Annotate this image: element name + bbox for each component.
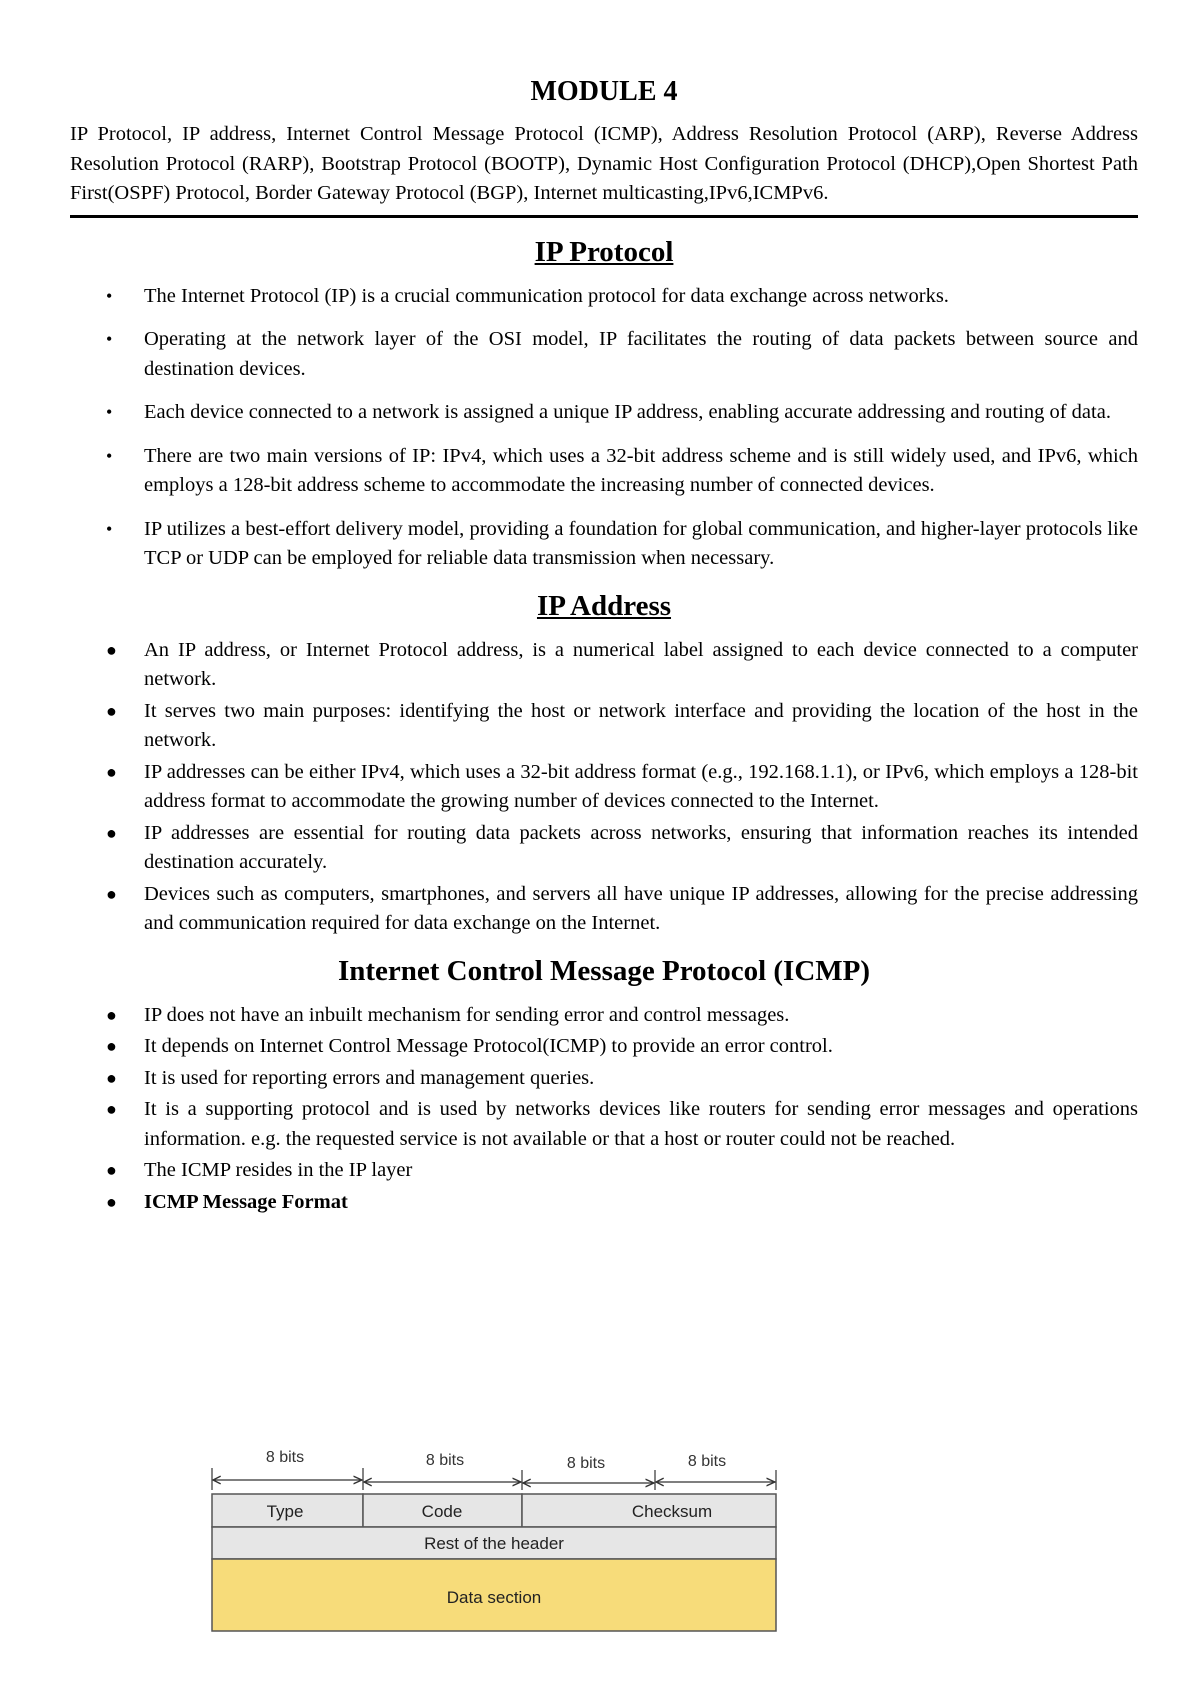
heading-icmp: Internet Control Message Protocol (ICMP) (337, 954, 871, 987)
bullet-icon: • (106, 329, 113, 349)
list-item-text: It is used for reporting errors and management queries. (144, 1066, 595, 1089)
list-item (70, 325, 1138, 384)
ip-protocol-list (70, 282, 1138, 574)
document-page (70, 0, 1138, 1607)
list-item-text: IP addresses can be either IPv4, which uses a 32-bit address format (e.g., 192.168.1.1), or IPv6, which employs a 128-bit address format to accommodate the growing number of devices connected to the Internet. (144, 760, 1138, 812)
bullet-icon: ● (106, 1004, 117, 1025)
module-title: MODULE 4 (530, 76, 678, 107)
list-item (70, 398, 1138, 428)
bits-label-4: 8 bits (687, 1453, 727, 1470)
list-item (70, 442, 1138, 501)
ip-address-list (70, 636, 1138, 939)
list-item-text: Each device connected to a network is assigned a unique IP address, enabling accurate addressing and routing of data. (144, 401, 1111, 423)
bullet-icon: ● (106, 822, 117, 843)
list-item-text: There are two main versions of IP: IPv4, which uses a 32-bit address scheme and is still widely used, and IPv6, which employs a 128-bit address scheme to accommodate the increasing number of connected devices. (144, 444, 1138, 496)
list-item-text: IP addresses are essential for routing data packets across networks, ensuring that information reaches its intended destination accurately. (144, 821, 1138, 873)
checksum-label: Checksum (631, 1502, 713, 1521)
list-item (70, 880, 1138, 939)
bullet-icon: ● (106, 761, 117, 782)
list-item-text: It is a supporting protocol and is used by networks devices like routers for sending error messages and operations information. e.g. the requested service is not available or that a host or router could not be reached. (144, 1098, 1138, 1150)
bullet-icon: ● (106, 700, 117, 721)
horizontal-rule (70, 215, 1138, 218)
heading-ip-address: IP Address (536, 589, 672, 622)
bits-label-3: 8 bits (566, 1455, 606, 1472)
list-item (70, 515, 1138, 574)
module-intro: IP Protocol, IP address, Internet Control Message Protocol (ICMP), Address Resolution Protocol (ARP), Reverse Address Resolution Protocol (RARP), Bootstrap Protocol (BOOTP), Dynamic Host Configuration Protocol (DHCP),Open Shortest Path First(OSPF) Protocol, Border Gateway Protocol (BGP), Internet multicasting,IPv6,ICMPv6. (70, 123, 1138, 204)
bits-label-2: 8 bits (425, 1452, 465, 1469)
bullet-icon: • (106, 402, 113, 422)
list-item-text: It depends on Internet Control Message Protocol(ICMP) to provide an error control. (144, 1035, 833, 1057)
list-item-text: Operating at the network layer of the OSI model, IP facilitates the routing of data packets between source and destination devices. (144, 328, 1138, 380)
bullet-icon: ● (106, 883, 117, 904)
list-item (70, 819, 1138, 878)
bullet-icon: • (106, 518, 113, 539)
list-item-text: IP utilizes a best-effort delivery model, providing a foundation for global communication, and higher-layer protocols like TCP or UDP can be employed for reliable data transmission when necessary. (144, 517, 1138, 569)
list-item (70, 1095, 1138, 1154)
list-item (70, 1156, 1138, 1186)
list-item-text: The ICMP resides in the IP layer (144, 1159, 413, 1181)
bit-width-arrows (212, 1468, 776, 1490)
bullet-icon: ● (106, 1191, 117, 1212)
bullet-icon: ● (106, 1160, 117, 1180)
rest-of-header-label: Rest of the header (424, 1534, 564, 1553)
list-item (70, 1032, 1138, 1062)
list-item (70, 1188, 1138, 1218)
code-label: Code (421, 1502, 463, 1521)
list-item (70, 1001, 1138, 1031)
list-item (70, 697, 1138, 756)
list-item (70, 1064, 1138, 1094)
icmp-list (70, 1001, 1138, 1218)
bullet-icon: ● (106, 1036, 117, 1056)
type-label: Type (266, 1502, 304, 1521)
icmp-format-diagram (210, 1444, 780, 1644)
bits-label-1: 8 bits (265, 1449, 305, 1466)
list-item-text: It serves two main purposes: identifying the host or network interface and providing the location of the host in the network. (144, 699, 1138, 751)
list-item-text: An IP address, or Internet Protocol address, is a numerical label assigned to each device connected to a computer network. (144, 638, 1138, 690)
bullet-icon: ● (106, 639, 117, 660)
bullet-icon: ● (106, 1067, 117, 1088)
heading-ip-protocol: IP Protocol (534, 235, 674, 268)
list-item (70, 282, 1138, 312)
list-item-text: Devices such as computers, smartphones, and servers all have unique IP addresses, allowing for the precise addressing and communication required for data exchange on the Internet. (144, 882, 1138, 934)
data-section-label: Data section (446, 1588, 542, 1607)
list-item (70, 758, 1138, 817)
icmp-format-label: ICMP Message Format (144, 1190, 348, 1213)
bullet-icon: ● (106, 1099, 117, 1119)
bullet-icon: • (106, 285, 113, 306)
bullet-icon: • (106, 445, 113, 466)
list-item-text: The Internet Protocol (IP) is a crucial communication protocol for data exchange across networks. (144, 284, 949, 307)
list-item (70, 636, 1138, 695)
list-item-text: IP does not have an inbuilt mechanism for sending error and control messages. (144, 1003, 790, 1026)
